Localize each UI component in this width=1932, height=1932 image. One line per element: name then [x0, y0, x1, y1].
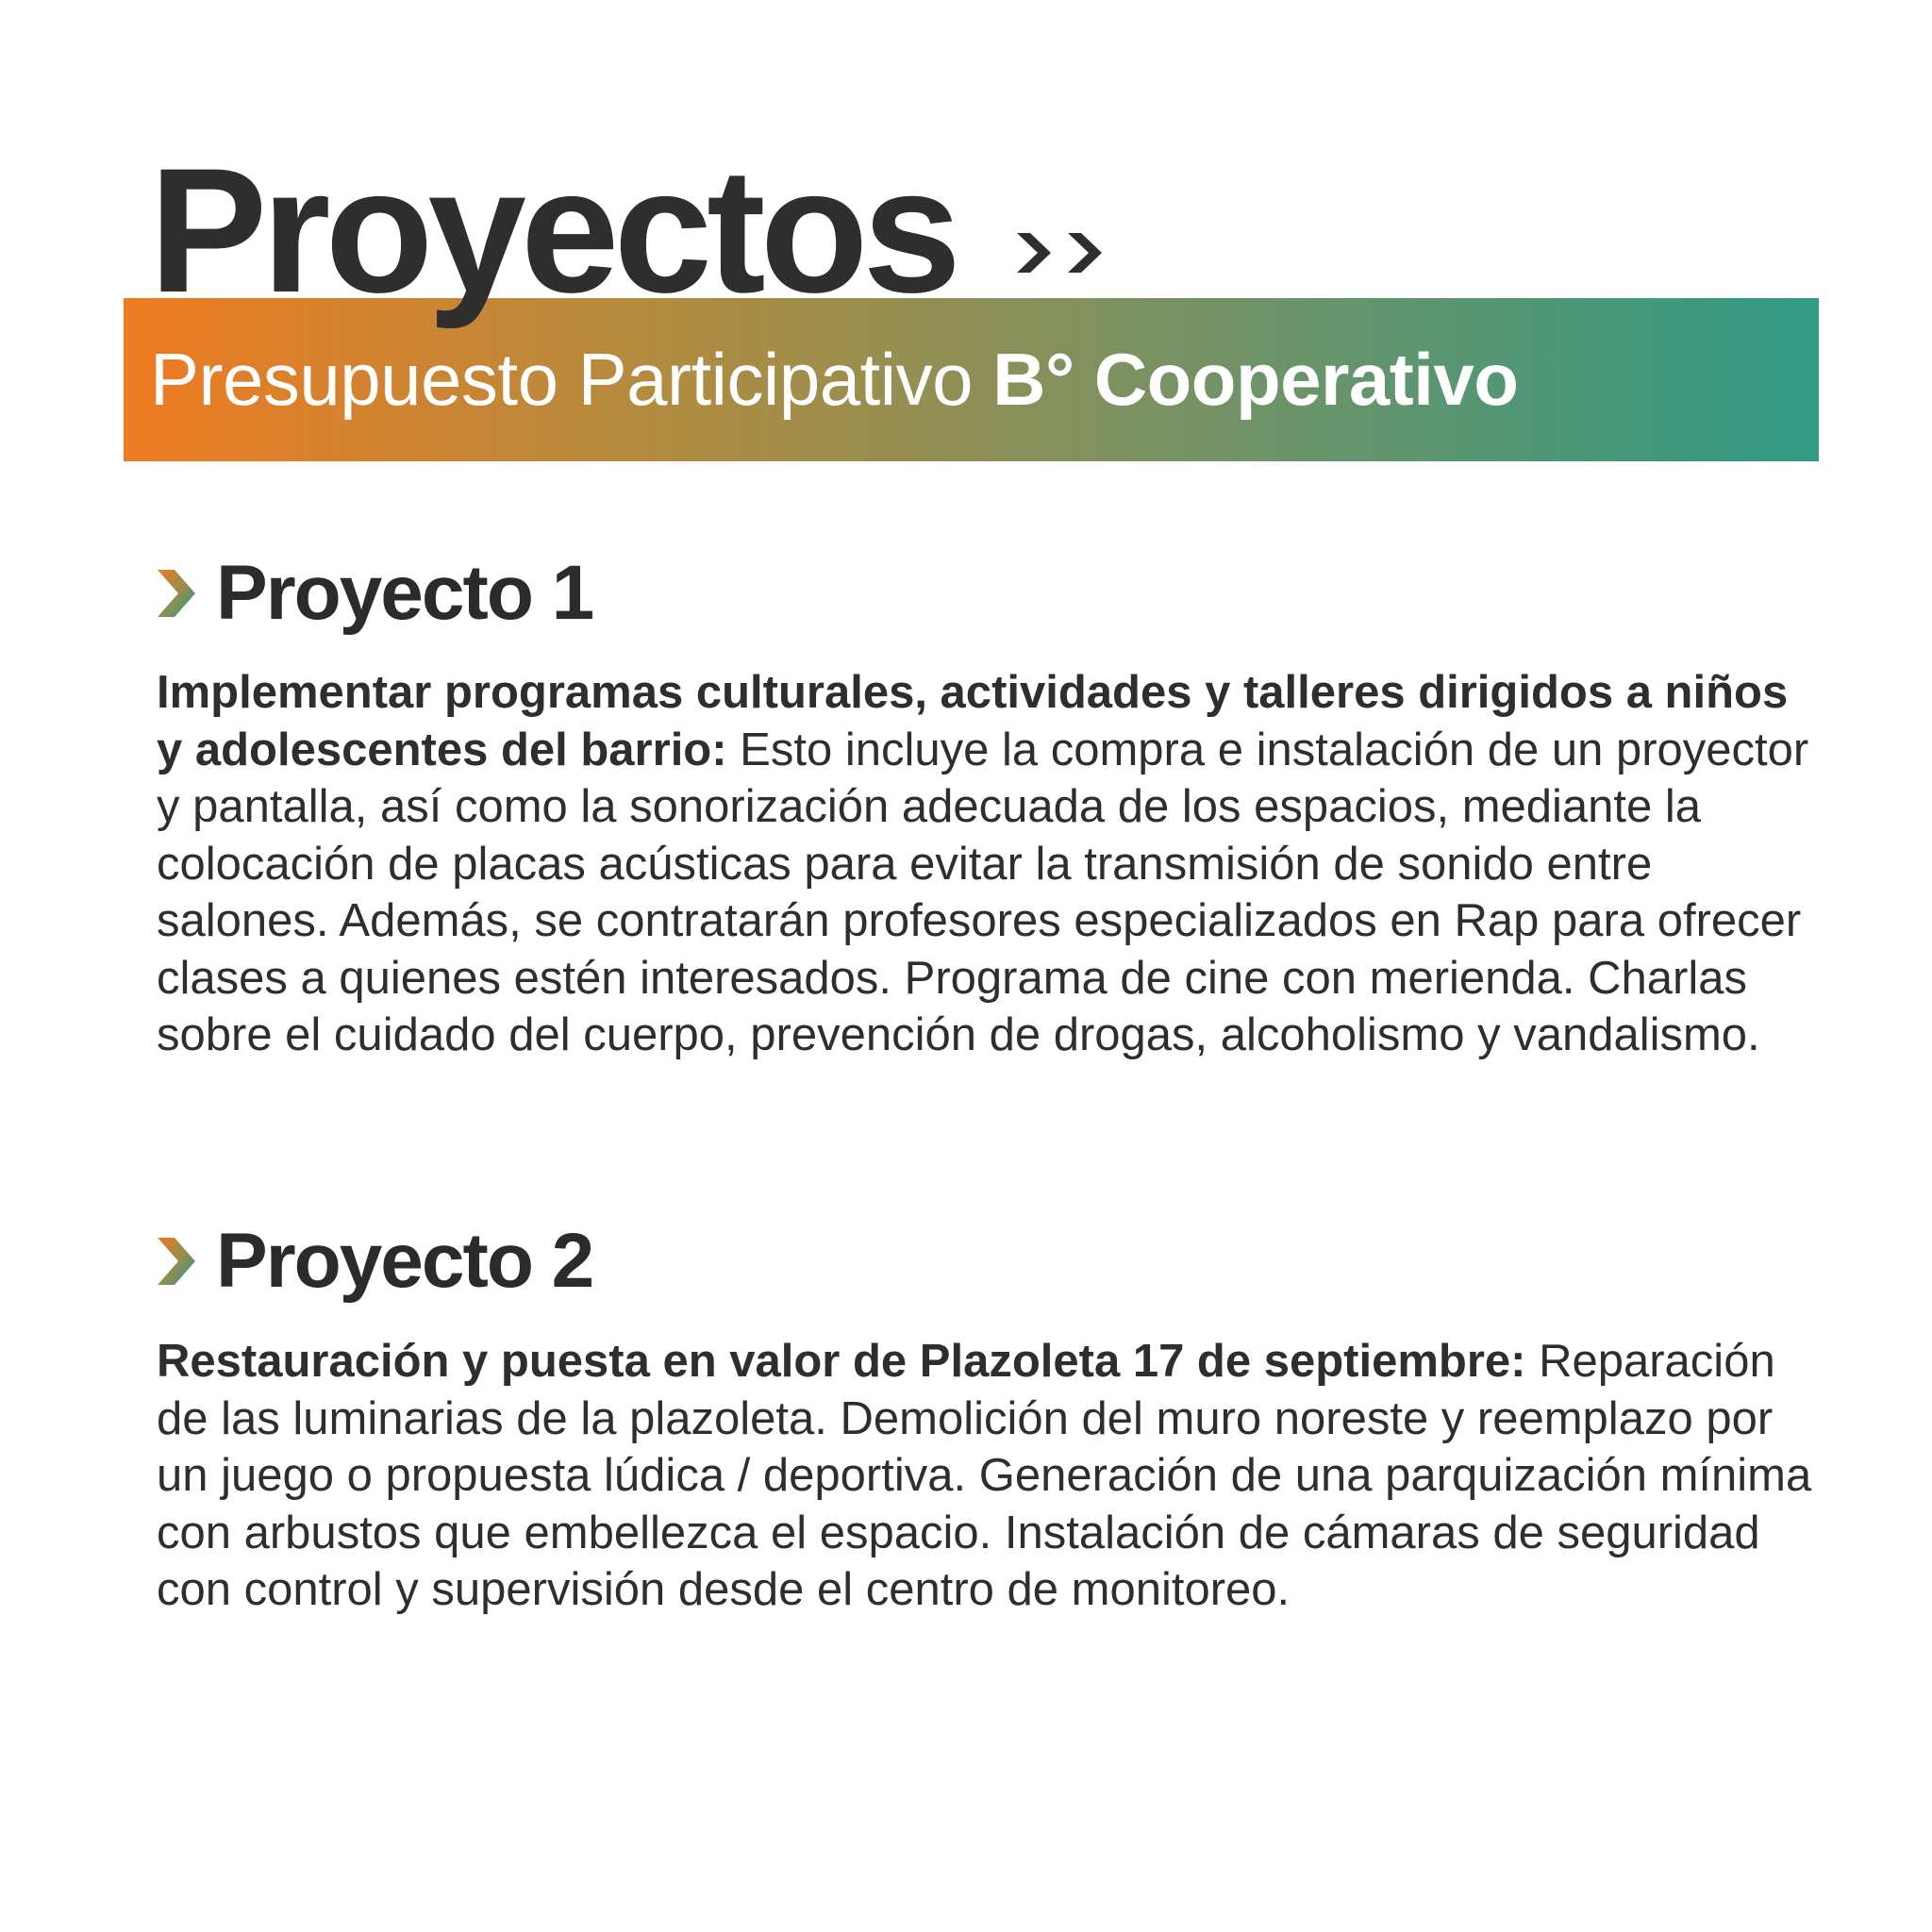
project-2-lead: Restauración y puesta en valor de Plazoleta 17 de septiembre:: [157, 1336, 1526, 1387]
project-2-header: [156, 1218, 593, 1304]
project-2-description: [157, 1333, 1817, 1619]
page-title: Proyectos: [149, 131, 957, 329]
subtitle-regular: Presupuesto Participativo: [150, 338, 993, 421]
project-1-title: Proyecto 1: [216, 550, 593, 636]
project-2-title: Proyecto 2: [216, 1218, 593, 1304]
project-1-description: [157, 664, 1817, 1064]
banner-subtitle: [150, 340, 1518, 421]
subtitle-bold: B° Cooperativo: [992, 338, 1519, 421]
double-chevron-right-icon: [1009, 220, 1123, 286]
chevron-right-icon: [156, 1236, 197, 1287]
project-1-header: [156, 550, 593, 636]
project-1-body: Esto incluye la compra e instalación de un proyector y pantalla, así como la sonorización adecuada de los espacios, mediante la colocación de placas acústicas para evitar la transmisión de sonido entre salones. Además, se contratarán profesores especializados en Rap para ofrecer clases a quienes estén interesados. Programa de cine con merienda. Charlas sobre el cuidado del cuerpo, prevención de drogas, alcoholismo y vandalismo.: [157, 724, 1809, 1060]
chevron-right-icon: [156, 568, 197, 619]
project-1-lead: Implementar programas culturales, actividades y talleres dirigidos a niños y adolescentes del barrio:: [157, 667, 1789, 775]
project-2-body: Reparación de las luminarias de la plazoleta. Demolición del muro noreste y reemplazo por un juego o propuesta lúdica / deportiva. Generación de una parquización mínima con arbustos que embellezca el espacio. Instalación de cámaras de seguridad con control y supervisión desde el centro de monitoreo.: [157, 1336, 1812, 1615]
